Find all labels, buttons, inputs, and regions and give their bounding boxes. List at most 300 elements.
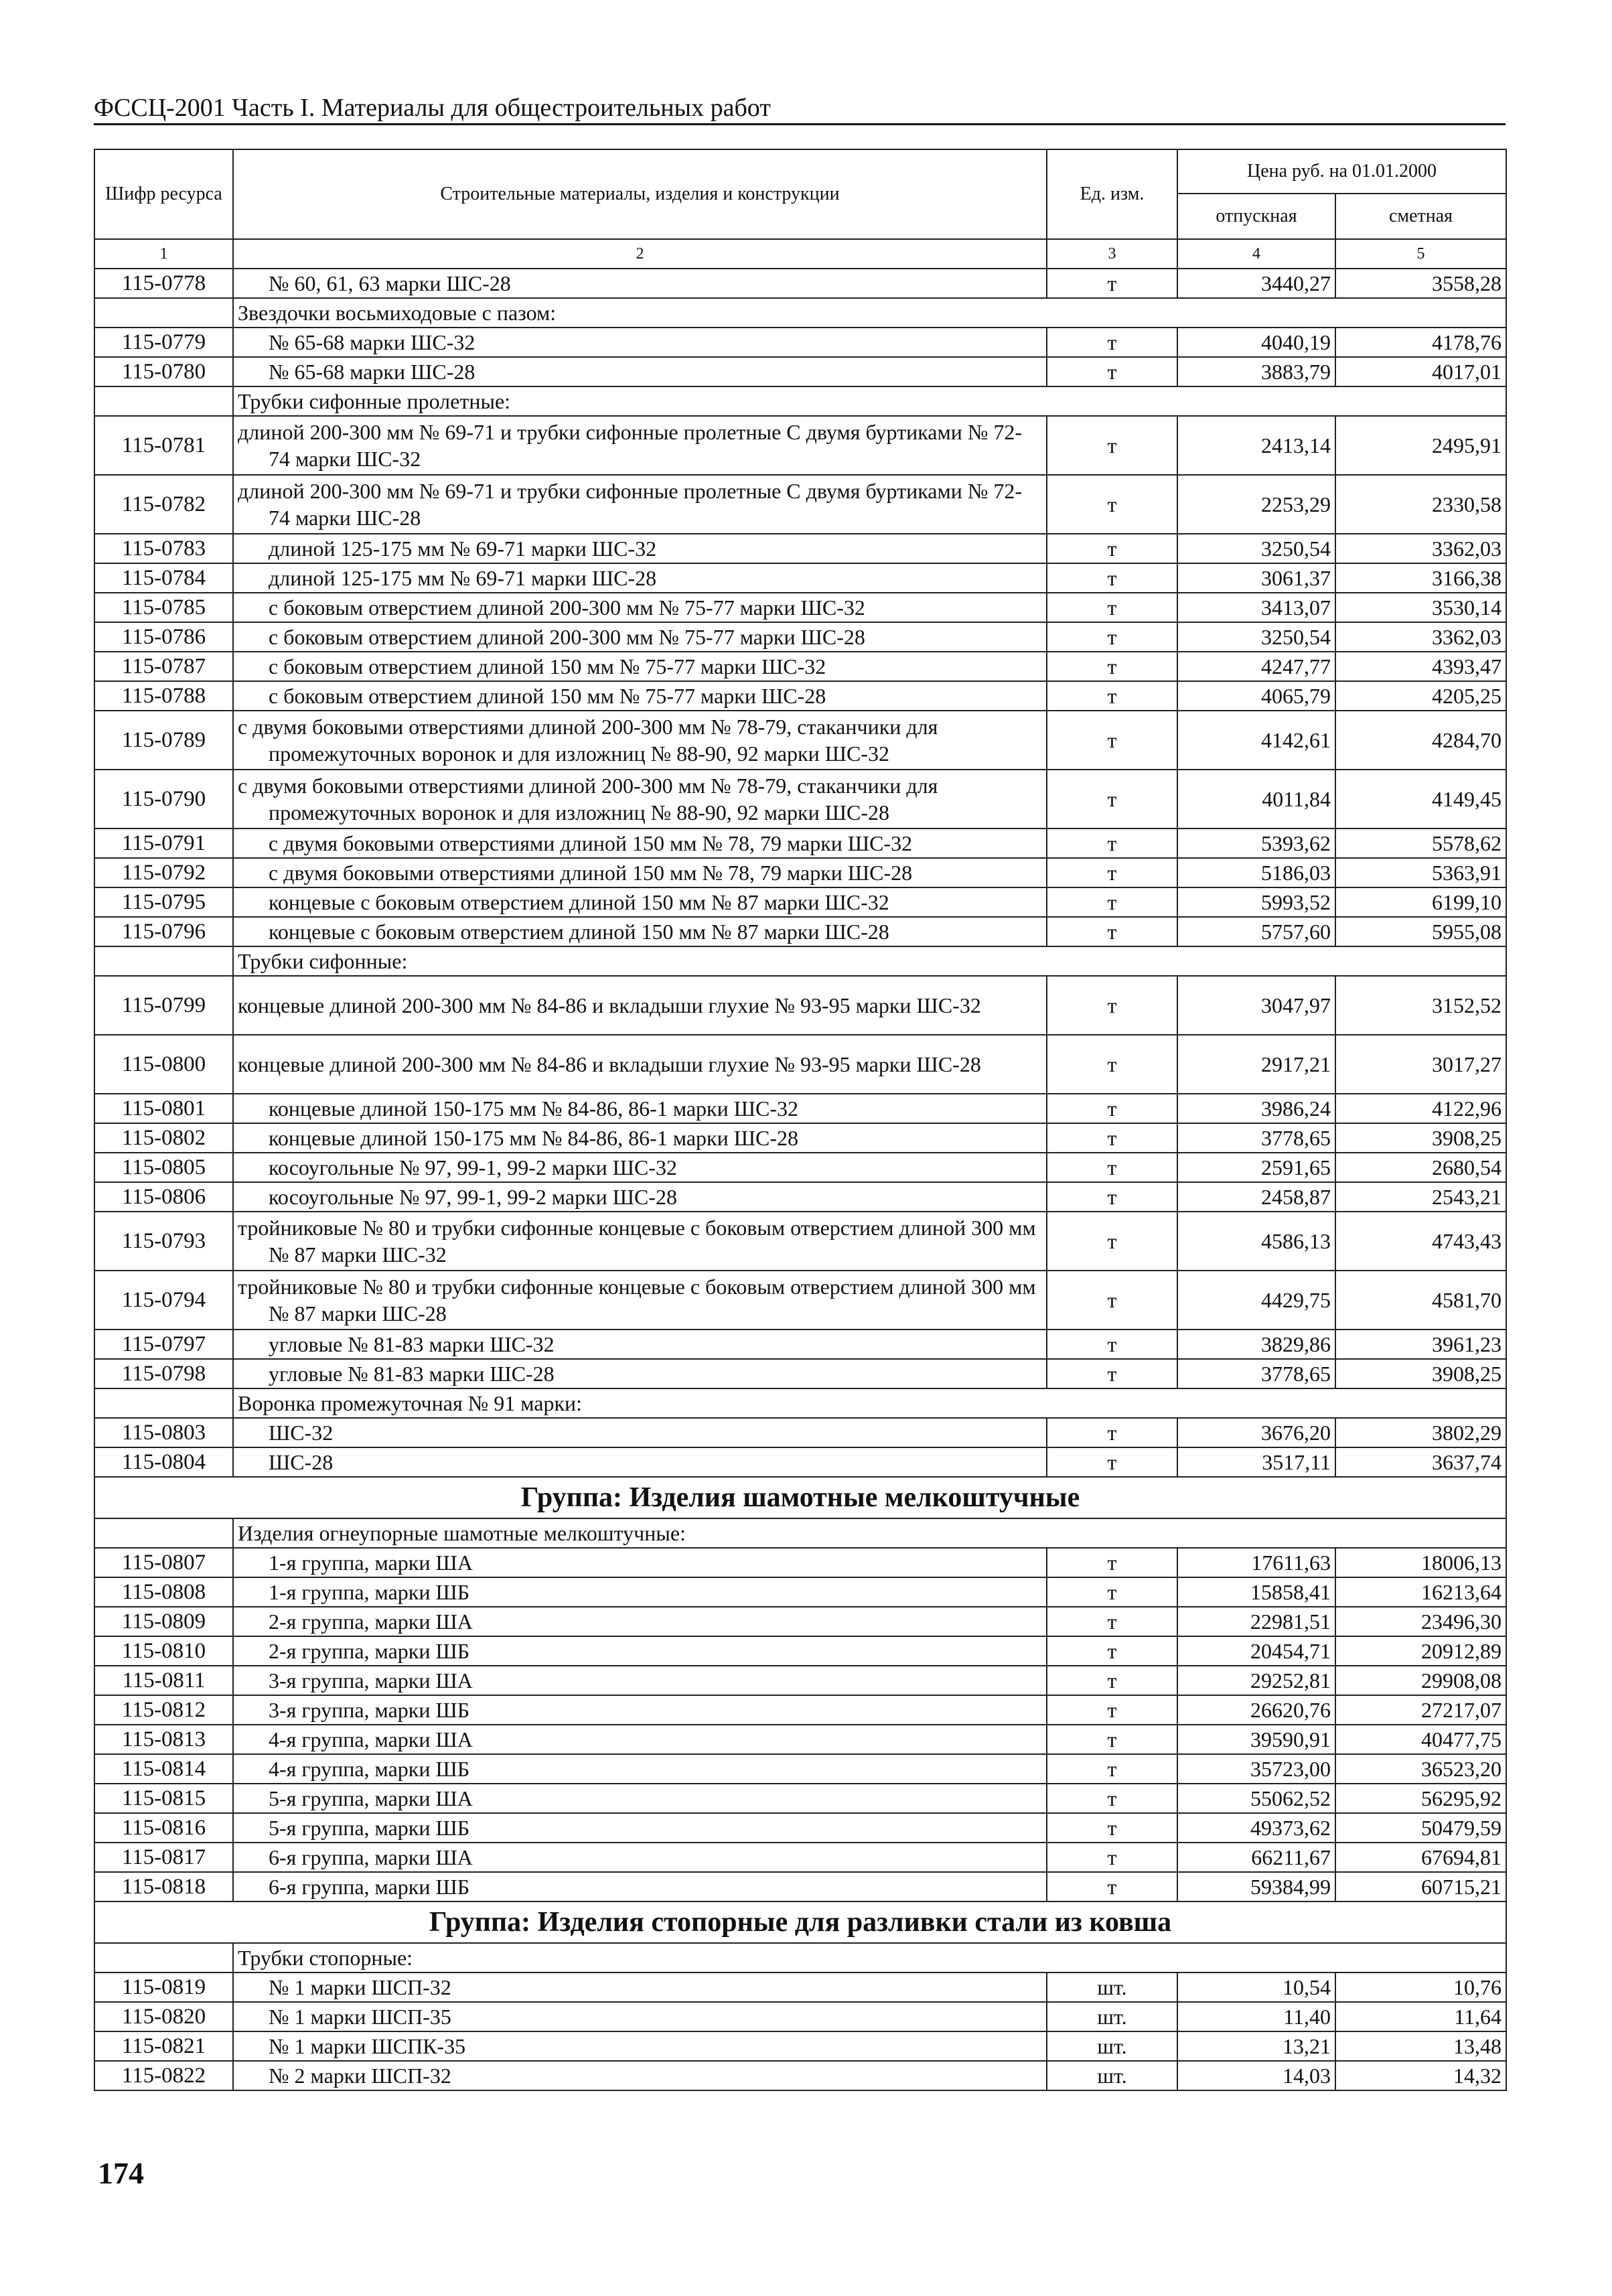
material-name: концевые длиной 150-175 мм № 84-86, 86-1 марки ШС-28 — [233, 1123, 1047, 1153]
material-name: ШС-28 — [233, 1447, 1047, 1477]
table-row — [94, 1418, 1506, 1447]
estimate-price: 3802,29 — [1335, 1418, 1506, 1447]
material-name: концевые с боковым отверстием длиной 150 мм № 87 марки ШС-28 — [233, 917, 1047, 946]
release-price: 15858,41 — [1177, 1577, 1335, 1607]
release-price: 59384,99 — [1177, 1872, 1335, 1902]
section-heading: Звездочки восьмиходовые с пазом: — [233, 298, 1506, 328]
resource-code: 115-0802 — [94, 1123, 233, 1153]
price-table — [94, 149, 1507, 2091]
empty-cell — [94, 1518, 233, 1548]
col-number: 4 — [1177, 239, 1335, 269]
table-row — [94, 770, 1506, 829]
material-name: ШС-32 — [233, 1418, 1047, 1447]
resource-code: 115-0808 — [94, 1577, 233, 1607]
table-row — [94, 1725, 1506, 1754]
resource-code: 115-0780 — [94, 357, 233, 386]
material-name: № 1 марки ШСПК-35 — [233, 2031, 1047, 2061]
resource-code: 115-0819 — [94, 1972, 233, 2002]
table-row — [94, 1094, 1506, 1123]
resource-code: 115-0784 — [94, 563, 233, 593]
table-row — [94, 2031, 1506, 2061]
unit-cell: т — [1047, 1725, 1177, 1754]
table-row — [94, 917, 1506, 946]
resource-code: 115-0787 — [94, 652, 233, 681]
release-price: 5993,52 — [1177, 887, 1335, 917]
resource-code: 115-0822 — [94, 2061, 233, 2090]
material-name: № 65-68 марки ШС-32 — [233, 328, 1047, 357]
resource-code: 115-0813 — [94, 1725, 233, 1754]
release-price: 3061,37 — [1177, 563, 1335, 593]
estimate-price: 4149,45 — [1335, 770, 1506, 829]
table-row — [94, 1872, 1506, 1902]
resource-code: 115-0817 — [94, 1843, 233, 1872]
col-number: 2 — [233, 239, 1047, 269]
resource-code: 115-0794 — [94, 1271, 233, 1330]
release-price: 3250,54 — [1177, 534, 1335, 563]
col-header-release: отпускная — [1177, 194, 1335, 239]
estimate-price: 5363,91 — [1335, 858, 1506, 887]
unit-cell: т — [1047, 681, 1177, 711]
table-row — [94, 1695, 1506, 1725]
release-price: 3440,27 — [1177, 269, 1335, 298]
material-name: 2-я группа, марки ША — [233, 1607, 1047, 1636]
unit-cell: т — [1047, 858, 1177, 887]
material-name: 1-я группа, марки ШБ — [233, 1577, 1047, 1607]
material-name: концевые длиной 200-300 мм № 84-86 и вкладыши глухие № 93-95 марки ШС-32 — [233, 976, 1047, 1035]
section-heading-row — [94, 386, 1506, 416]
material-name: 4-я группа, марки ША — [233, 1725, 1047, 1754]
release-price: 3883,79 — [1177, 357, 1335, 386]
table-row — [94, 475, 1506, 534]
table-row — [94, 1843, 1506, 1872]
resource-code: 115-0806 — [94, 1182, 233, 1212]
unit-cell: т — [1047, 1636, 1177, 1666]
estimate-price: 5955,08 — [1335, 917, 1506, 946]
table-row — [94, 1607, 1506, 1636]
group-heading: Группа: Изделия шамотные мелкоштучные — [94, 1477, 1506, 1518]
unit-cell: т — [1047, 1418, 1177, 1447]
unit-cell: т — [1047, 976, 1177, 1035]
table-row — [94, 269, 1506, 298]
estimate-price: 3908,25 — [1335, 1359, 1506, 1388]
material-name: с боковым отверстием длиной 150 мм № 75-77 марки ШС-28 — [233, 681, 1047, 711]
estimate-price: 5578,62 — [1335, 829, 1506, 858]
section-heading-row — [94, 1518, 1506, 1548]
resource-code: 115-0786 — [94, 622, 233, 652]
release-price: 2458,87 — [1177, 1182, 1335, 1212]
material-name: 1-я группа, марки ША — [233, 1548, 1047, 1577]
unit-cell: т — [1047, 1548, 1177, 1577]
col-number: 5 — [1335, 239, 1506, 269]
section-heading: Воронка промежуточная № 91 марки: — [233, 1388, 1506, 1418]
resource-code: 115-0821 — [94, 2031, 233, 2061]
resource-code: 115-0788 — [94, 681, 233, 711]
resource-code: 115-0791 — [94, 829, 233, 858]
table-row — [94, 1447, 1506, 1477]
table-row — [94, 1153, 1506, 1182]
unit-cell: т — [1047, 1123, 1177, 1153]
release-price: 4142,61 — [1177, 711, 1335, 770]
estimate-price: 3362,03 — [1335, 534, 1506, 563]
unit-cell: т — [1047, 328, 1177, 357]
unit-cell: т — [1047, 1359, 1177, 1388]
resource-code: 115-0782 — [94, 475, 233, 534]
material-name: концевые длиной 150-175 мм № 84-86, 86-1 марки ШС-32 — [233, 1094, 1047, 1123]
section-heading-row — [94, 1943, 1506, 1972]
resource-code: 115-0781 — [94, 416, 233, 475]
resource-code: 115-0798 — [94, 1359, 233, 1388]
unit-cell: т — [1047, 1666, 1177, 1695]
resource-code: 115-0795 — [94, 887, 233, 917]
resource-code: 115-0805 — [94, 1153, 233, 1182]
estimate-price: 67694,81 — [1335, 1843, 1506, 1872]
release-price: 10,54 — [1177, 1972, 1335, 2002]
unit-cell: т — [1047, 1035, 1177, 1094]
resource-code: 115-0797 — [94, 1330, 233, 1359]
table-row — [94, 1636, 1506, 1666]
release-price: 2253,29 — [1177, 475, 1335, 534]
table-row — [94, 1330, 1506, 1359]
resource-code: 115-0812 — [94, 1695, 233, 1725]
col-header-unit: Ед. изм. — [1047, 149, 1177, 239]
resource-code: 115-0792 — [94, 858, 233, 887]
table-row — [94, 328, 1506, 357]
resource-code: 115-0820 — [94, 2002, 233, 2031]
release-price: 4429,75 — [1177, 1271, 1335, 1330]
resource-code: 115-0796 — [94, 917, 233, 946]
material-name: с двумя боковыми отверстиями длиной 200-300 мм № 78-79, стаканчики для промежуточных воронок и для изложниц № 88-90, 92 марки ШС-28 — [233, 770, 1047, 829]
material-name: 5-я группа, марки ША — [233, 1784, 1047, 1813]
release-price: 5757,60 — [1177, 917, 1335, 946]
resource-code: 115-0809 — [94, 1607, 233, 1636]
material-name: тройниковые № 80 и трубки сифонные концевые с боковым отверстием длиной 300 мм № 87 марки ШС-32 — [233, 1212, 1047, 1271]
material-name: угловые № 81-83 марки ШС-32 — [233, 1330, 1047, 1359]
unit-cell: т — [1047, 1784, 1177, 1813]
table-row — [94, 2061, 1506, 2090]
table-row — [94, 1123, 1506, 1153]
estimate-price: 20912,89 — [1335, 1636, 1506, 1666]
unit-cell: т — [1047, 534, 1177, 563]
estimate-price: 4393,47 — [1335, 652, 1506, 681]
table-row — [94, 416, 1506, 475]
table-row — [94, 858, 1506, 887]
page-header-text: ФССЦ-2001 Часть I. Материалы для общестроительных работ — [94, 92, 771, 125]
material-name: с двумя боковыми отверстиями длиной 150 мм № 78, 79 марки ШС-32 — [233, 829, 1047, 858]
material-name: угловые № 81-83 марки ШС-28 — [233, 1359, 1047, 1388]
table-row — [94, 1577, 1506, 1607]
estimate-price: 2543,21 — [1335, 1182, 1506, 1212]
unit-cell: т — [1047, 1754, 1177, 1784]
estimate-price: 4122,96 — [1335, 1094, 1506, 1123]
section-heading-row — [94, 946, 1506, 976]
release-price: 17611,63 — [1177, 1548, 1335, 1577]
release-price: 5393,62 — [1177, 829, 1335, 858]
material-name: № 1 марки ШСП-35 — [233, 2002, 1047, 2031]
material-name: с боковым отверстием длиной 200-300 мм № 75-77 марки ШС-28 — [233, 622, 1047, 652]
estimate-price: 23496,30 — [1335, 1607, 1506, 1636]
unit-cell: т — [1047, 711, 1177, 770]
empty-cell — [94, 1388, 233, 1418]
page-header — [94, 92, 1506, 125]
estimate-price: 3530,14 — [1335, 593, 1506, 622]
release-price: 2413,14 — [1177, 416, 1335, 475]
estimate-price: 4205,25 — [1335, 681, 1506, 711]
material-name: с боковым отверстием длиной 150 мм № 75-77 марки ШС-32 — [233, 652, 1047, 681]
release-price: 3986,24 — [1177, 1094, 1335, 1123]
table-row — [94, 1271, 1506, 1330]
material-name: 4-я группа, марки ШБ — [233, 1754, 1047, 1784]
resource-code: 115-0818 — [94, 1872, 233, 1902]
release-price: 13,21 — [1177, 2031, 1335, 2061]
material-name: 6-я группа, марки ША — [233, 1843, 1047, 1872]
table-row — [94, 1212, 1506, 1271]
section-heading: Трубки сифонные пролетные: — [233, 386, 1506, 416]
estimate-price: 27217,07 — [1335, 1695, 1506, 1725]
resource-code: 115-0790 — [94, 770, 233, 829]
section-heading-row — [94, 298, 1506, 328]
unit-cell: т — [1047, 887, 1177, 917]
release-price: 11,40 — [1177, 2002, 1335, 2031]
estimate-price: 16213,64 — [1335, 1577, 1506, 1607]
material-name: с двумя боковыми отверстиями длиной 150 мм № 78, 79 марки ШС-28 — [233, 858, 1047, 887]
col-header-price: Цена руб. на 01.01.2000 — [1177, 149, 1506, 194]
estimate-price: 18006,13 — [1335, 1548, 1506, 1577]
estimate-price: 56295,92 — [1335, 1784, 1506, 1813]
unit-cell: т — [1047, 1843, 1177, 1872]
release-price: 14,03 — [1177, 2061, 1335, 2090]
resource-code: 115-0793 — [94, 1212, 233, 1271]
unit-cell: т — [1047, 917, 1177, 946]
unit-cell: шт. — [1047, 1972, 1177, 2002]
unit-cell: т — [1047, 652, 1177, 681]
release-price: 26620,76 — [1177, 1695, 1335, 1725]
resource-code: 115-0783 — [94, 534, 233, 563]
material-name: 5-я группа, марки ШБ — [233, 1813, 1047, 1843]
estimate-price: 36523,20 — [1335, 1754, 1506, 1784]
resource-code: 115-0801 — [94, 1094, 233, 1123]
estimate-price: 3362,03 — [1335, 622, 1506, 652]
unit-cell: т — [1047, 1330, 1177, 1359]
col-number: 1 — [94, 239, 233, 269]
unit-cell: т — [1047, 1094, 1177, 1123]
resource-code: 115-0778 — [94, 269, 233, 298]
unit-cell: шт. — [1047, 2002, 1177, 2031]
estimate-price: 4017,01 — [1335, 357, 1506, 386]
material-name: 3-я группа, марки ШБ — [233, 1695, 1047, 1725]
release-price: 49373,62 — [1177, 1813, 1335, 1843]
table-row — [94, 1784, 1506, 1813]
unit-cell: т — [1047, 475, 1177, 534]
section-heading-row — [94, 1388, 1506, 1418]
table-row — [94, 1972, 1506, 2002]
estimate-price: 50479,59 — [1335, 1813, 1506, 1843]
unit-cell: т — [1047, 622, 1177, 652]
resource-code: 115-0779 — [94, 328, 233, 357]
release-price: 4065,79 — [1177, 681, 1335, 711]
unit-cell: т — [1047, 1153, 1177, 1182]
estimate-price: 4178,76 — [1335, 328, 1506, 357]
table-row — [94, 2002, 1506, 2031]
resource-code: 115-0815 — [94, 1784, 233, 1813]
release-price: 66211,67 — [1177, 1843, 1335, 1872]
section-heading: Трубки стопорные: — [233, 1943, 1506, 1972]
release-price: 29252,81 — [1177, 1666, 1335, 1695]
estimate-price: 6199,10 — [1335, 887, 1506, 917]
unit-cell: т — [1047, 1695, 1177, 1725]
resource-code: 115-0803 — [94, 1418, 233, 1447]
material-name: 2-я группа, марки ШБ — [233, 1636, 1047, 1666]
group-heading: Группа: Изделия стопорные для разливки стали из ковша — [94, 1902, 1506, 1943]
release-price: 4586,13 — [1177, 1212, 1335, 1271]
release-price: 4247,77 — [1177, 652, 1335, 681]
material-name: с двумя боковыми отверстиями длиной 200-300 мм № 78-79, стаканчики для промежуточных воронок и для изложниц № 88-90, 92 марки ШС-32 — [233, 711, 1047, 770]
estimate-price: 10,76 — [1335, 1972, 1506, 2002]
material-name: 3-я группа, марки ША — [233, 1666, 1047, 1695]
unit-cell: т — [1047, 1577, 1177, 1607]
resource-code: 115-0789 — [94, 711, 233, 770]
unit-cell: шт. — [1047, 2061, 1177, 2090]
material-name: с боковым отверстием длиной 200-300 мм № 75-77 марки ШС-32 — [233, 593, 1047, 622]
table-row — [94, 622, 1506, 652]
empty-cell — [94, 946, 233, 976]
unit-cell: т — [1047, 1182, 1177, 1212]
release-price: 5186,03 — [1177, 858, 1335, 887]
unit-cell: т — [1047, 1447, 1177, 1477]
unit-cell: т — [1047, 1212, 1177, 1271]
unit-cell: т — [1047, 1607, 1177, 1636]
unit-cell: шт. — [1047, 2031, 1177, 2061]
estimate-price: 60715,21 — [1335, 1872, 1506, 1902]
material-name: 6-я группа, марки ШБ — [233, 1872, 1047, 1902]
material-name: длиной 200-300 мм № 69-71 и трубки сифонные пролетные С двумя буртиками № 72-74 марки ШС-28 — [233, 475, 1047, 534]
table-row — [94, 829, 1506, 858]
estimate-price: 40477,75 — [1335, 1725, 1506, 1754]
table-row — [94, 681, 1506, 711]
col-header-name: Строительные материалы, изделия и конструкции — [233, 149, 1047, 239]
resource-code: 115-0800 — [94, 1035, 233, 1094]
table-row — [94, 711, 1506, 770]
estimate-price: 2680,54 — [1335, 1153, 1506, 1182]
release-price: 22981,51 — [1177, 1607, 1335, 1636]
column-numbers-row — [94, 239, 1506, 269]
estimate-price: 4743,43 — [1335, 1212, 1506, 1271]
unit-cell: т — [1047, 357, 1177, 386]
empty-cell — [94, 298, 233, 328]
table-row — [94, 1548, 1506, 1577]
release-price: 3047,97 — [1177, 976, 1335, 1035]
table-row — [94, 976, 1506, 1035]
estimate-price: 13,48 — [1335, 2031, 1506, 2061]
resource-code: 115-0810 — [94, 1636, 233, 1666]
estimate-price: 4581,70 — [1335, 1271, 1506, 1330]
material-name: концевые длиной 200-300 мм № 84-86 и вкладыши глухие № 93-95 марки ШС-28 — [233, 1035, 1047, 1094]
table-row — [94, 652, 1506, 681]
resource-code: 115-0804 — [94, 1447, 233, 1477]
release-price: 55062,52 — [1177, 1784, 1335, 1813]
material-name: № 2 марки ШСП-32 — [233, 2061, 1047, 2090]
release-price: 3778,65 — [1177, 1123, 1335, 1153]
unit-cell: т — [1047, 770, 1177, 829]
unit-cell: т — [1047, 269, 1177, 298]
material-name: № 1 марки ШСП-32 — [233, 1972, 1047, 2002]
release-price: 39590,91 — [1177, 1725, 1335, 1754]
material-name: концевые с боковым отверстием длиной 150 мм № 87 марки ШС-32 — [233, 887, 1047, 917]
resource-code: 115-0816 — [94, 1813, 233, 1843]
estimate-price: 29908,08 — [1335, 1666, 1506, 1695]
col-number: 3 — [1047, 239, 1177, 269]
material-name: длиной 200-300 мм № 69-71 и трубки сифонные пролетные С двумя буртиками № 72-74 марки ШС-32 — [233, 416, 1047, 475]
unit-cell: т — [1047, 593, 1177, 622]
group-heading-row — [94, 1902, 1506, 1943]
resource-code: 115-0807 — [94, 1548, 233, 1577]
release-price: 2917,21 — [1177, 1035, 1335, 1094]
table-row — [94, 593, 1506, 622]
table-row — [94, 357, 1506, 386]
release-price: 2591,65 — [1177, 1153, 1335, 1182]
material-name: № 60, 61, 63 марки ШС-28 — [233, 269, 1047, 298]
release-price: 4040,19 — [1177, 328, 1335, 357]
material-name: длиной 125-175 мм № 69-71 марки ШС-28 — [233, 563, 1047, 593]
estimate-price: 3166,38 — [1335, 563, 1506, 593]
resource-code: 115-0785 — [94, 593, 233, 622]
unit-cell: т — [1047, 1271, 1177, 1330]
estimate-price: 11,64 — [1335, 2002, 1506, 2031]
estimate-price: 2330,58 — [1335, 475, 1506, 534]
table-row — [94, 1182, 1506, 1212]
material-name: тройниковые № 80 и трубки сифонные концевые с боковым отверстием длиной 300 мм № 87 марки ШС-28 — [233, 1271, 1047, 1330]
unit-cell: т — [1047, 563, 1177, 593]
release-price: 35723,00 — [1177, 1754, 1335, 1784]
release-price: 3517,11 — [1177, 1447, 1335, 1477]
unit-cell: т — [1047, 416, 1177, 475]
table-row — [94, 534, 1506, 563]
unit-cell: т — [1047, 1813, 1177, 1843]
release-price: 3250,54 — [1177, 622, 1335, 652]
col-header-estimate: сметная — [1335, 194, 1506, 239]
estimate-price: 3908,25 — [1335, 1123, 1506, 1153]
material-name: № 65-68 марки ШС-28 — [233, 357, 1047, 386]
estimate-price: 3017,27 — [1335, 1035, 1506, 1094]
release-price: 3829,86 — [1177, 1330, 1335, 1359]
resource-code: 115-0814 — [94, 1754, 233, 1784]
release-price: 20454,71 — [1177, 1636, 1335, 1666]
empty-cell — [94, 1943, 233, 1972]
col-header-code: Шифр ресурса — [94, 149, 233, 239]
estimate-price: 3152,52 — [1335, 976, 1506, 1035]
estimate-price: 2495,91 — [1335, 416, 1506, 475]
section-heading: Трубки сифонные: — [233, 946, 1506, 976]
resource-code: 115-0811 — [94, 1666, 233, 1695]
table-row — [94, 1035, 1506, 1094]
page-number: 174 — [98, 2156, 144, 2190]
estimate-price: 3637,74 — [1335, 1447, 1506, 1477]
release-price: 3676,20 — [1177, 1418, 1335, 1447]
material-name: косоугольные № 97, 99-1, 99-2 марки ШС-32 — [233, 1153, 1047, 1182]
empty-cell — [94, 386, 233, 416]
release-price: 3413,07 — [1177, 593, 1335, 622]
material-name: длиной 125-175 мм № 69-71 марки ШС-32 — [233, 534, 1047, 563]
table-row — [94, 1754, 1506, 1784]
unit-cell: т — [1047, 829, 1177, 858]
group-heading-row — [94, 1477, 1506, 1518]
release-price: 3778,65 — [1177, 1359, 1335, 1388]
estimate-price: 14,32 — [1335, 2061, 1506, 2090]
table-row — [94, 887, 1506, 917]
material-name: косоугольные № 97, 99-1, 99-2 марки ШС-28 — [233, 1182, 1047, 1212]
estimate-price: 3961,23 — [1335, 1330, 1506, 1359]
estimate-price: 3558,28 — [1335, 269, 1506, 298]
table-row — [94, 563, 1506, 593]
